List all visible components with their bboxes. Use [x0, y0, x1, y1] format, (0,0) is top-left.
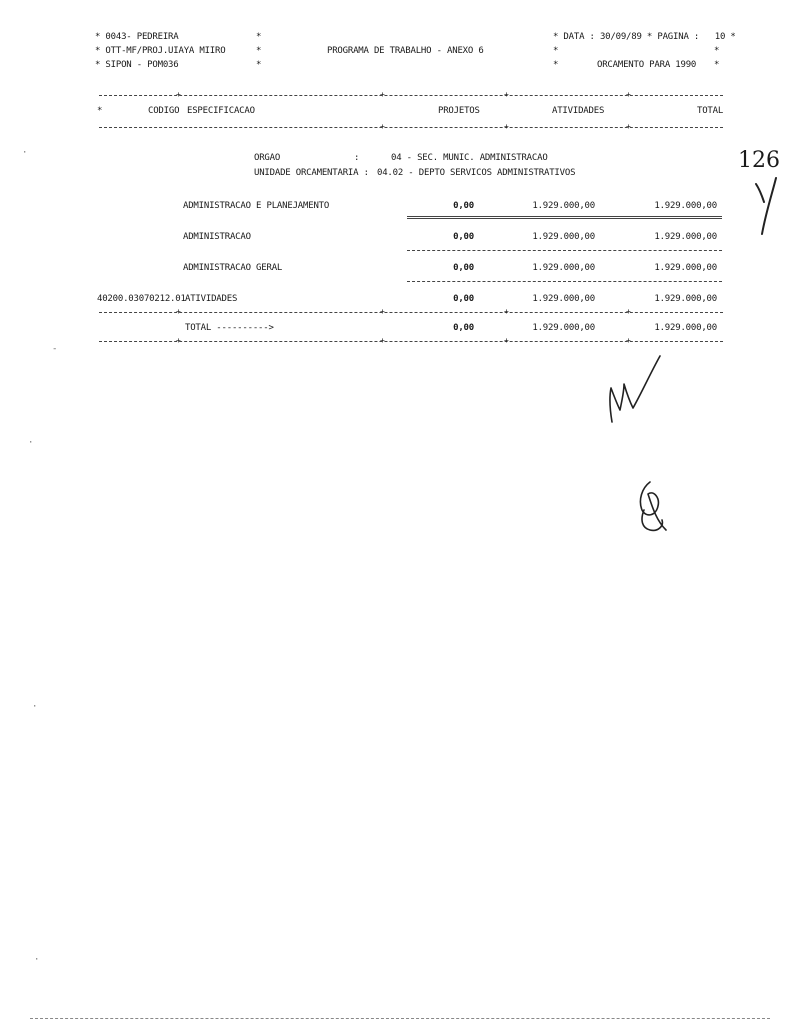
row-atividades: 1.929.000,00 — [532, 232, 595, 242]
unidade-label: UNIDADE ORCAMENTARIA : — [254, 168, 369, 178]
rule-junction: + — [626, 336, 631, 345]
row-codigo: 40200.03070212.01 — [97, 294, 186, 304]
header-star: * — [714, 46, 720, 56]
rule-junction: + — [380, 336, 385, 345]
header-star: * — [256, 32, 262, 42]
rule-junction: + — [176, 307, 181, 316]
column-header-codigo: CODIGO — [148, 106, 180, 116]
row-atividades: 1.929.000,00 — [532, 263, 595, 273]
row-especificacao: ADMINISTRACAO E PLANEJAMENTO — [183, 201, 330, 211]
orgao-separator: : — [354, 153, 360, 163]
handwritten-page-number: 126 — [738, 148, 780, 173]
header-dept-line: * OTT-MF/PROJ.UIAYA MIIRO — [95, 46, 226, 56]
scan-speck: · — [22, 148, 28, 158]
row-especificacao: ATIVIDADES — [185, 294, 238, 304]
rule-junction: + — [380, 122, 385, 131]
row-especificacao: ADMINISTRACAO — [183, 232, 251, 242]
total-atividades: 1.929.000,00 — [532, 323, 595, 333]
rule-junction: + — [626, 307, 631, 316]
row-projetos: 0,00 — [453, 201, 474, 211]
handwritten-signature — [630, 476, 678, 536]
row-separator — [407, 281, 722, 282]
orgao-label: ORGAO — [254, 153, 281, 163]
rule-junction: + — [176, 90, 181, 99]
header-star: * — [97, 106, 103, 116]
header-star: * — [553, 60, 559, 70]
header-star: * — [256, 46, 262, 56]
total-label: TOTAL ----------> — [185, 323, 274, 333]
header-company-line: * 0043- PEDREIRA — [95, 32, 179, 42]
program-title: PROGRAMA DE TRABALHO - ANEXO 6 — [327, 46, 484, 56]
handwritten-initials — [602, 352, 664, 430]
total-projetos: 0,00 — [453, 323, 474, 333]
row-projetos: 0,00 — [453, 232, 474, 242]
rule-junction: + — [504, 122, 509, 131]
scan-speck: · — [32, 702, 38, 712]
date-page-line: * DATA : 30/09/89 * PAGINA : 10 * — [553, 32, 736, 42]
rule-junction: + — [380, 307, 385, 316]
column-header-projetos: PROJETOS — [438, 106, 480, 116]
row-especificacao: ADMINISTRACAO GERAL — [183, 263, 283, 273]
scan-bottom-edge — [30, 1018, 770, 1019]
row-total: 1.929.000,00 — [654, 232, 717, 242]
column-header-especificacao: ESPECIFICACAO — [187, 106, 255, 116]
row-total: 1.929.000,00 — [654, 294, 717, 304]
row-projetos: 0,00 — [453, 263, 474, 273]
orgao-value: 04 - SEC. MUNIC. ADMINISTRACAO — [391, 153, 548, 163]
header-star: * — [553, 46, 559, 56]
column-header-atividades: ATIVIDADES — [552, 106, 605, 116]
row-projetos: 0,00 — [453, 294, 474, 304]
handwritten-check-mark — [752, 176, 782, 238]
budget-title: ORCAMENTO PARA 1990 — [597, 60, 697, 70]
rule-junction: + — [504, 336, 509, 345]
row-separator — [407, 250, 722, 251]
scan-speck: · — [28, 438, 34, 448]
row-total: 1.929.000,00 — [654, 263, 717, 273]
rule-junction: + — [176, 336, 181, 345]
row-atividades: 1.929.000,00 — [532, 294, 595, 304]
header-system-line: * SIPON - POM036 — [95, 60, 179, 70]
row-total: 1.929.000,00 — [654, 201, 717, 211]
scan-speck: - — [52, 344, 58, 354]
header-star: * — [256, 60, 262, 70]
unidade-value: 04.02 - DEPTO SERVICOS ADMINISTRATIVOS — [377, 168, 576, 178]
rule-junction: + — [626, 90, 631, 99]
scan-speck: · — [34, 955, 40, 965]
rule-junction: + — [626, 122, 631, 131]
header-star: * — [714, 60, 720, 70]
rule-junction: + — [504, 90, 509, 99]
column-header-total: TOTAL — [697, 106, 724, 116]
total-total: 1.929.000,00 — [654, 323, 717, 333]
row-atividades: 1.929.000,00 — [532, 201, 595, 211]
rule-junction: + — [504, 307, 509, 316]
row-separator — [407, 216, 722, 219]
rule-junction: + — [380, 90, 385, 99]
